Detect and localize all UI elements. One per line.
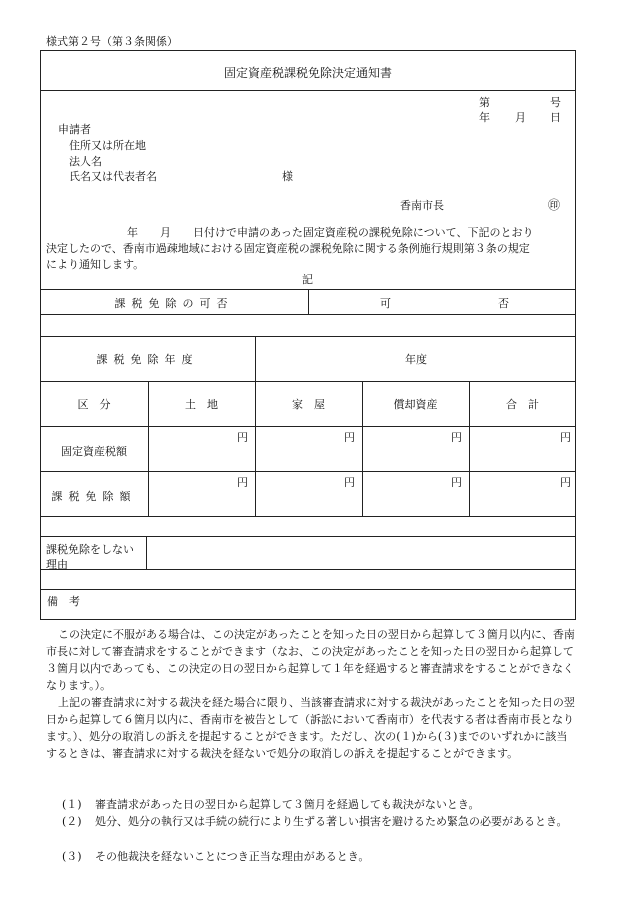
applicant-corp: 法人名 xyxy=(69,155,102,168)
date-month: 月 xyxy=(515,111,526,124)
notice-paragraph-1: この決定に不服がある場合は、この決定があったことを知った日の翌日から起算して３箇月以内に、香南市長に対して審査請求をすることができます（なお、この決定があったことを知った日の翌日から起算して３箇月以内であっても、この決定の日の翌日から起算して１年を経過すると審査請求をすることができなくなります。）。 xyxy=(46,628,575,692)
date-year: 年 xyxy=(479,111,490,124)
approval-hi: 否 xyxy=(498,297,509,310)
body-line-3: により通知します。 xyxy=(46,258,145,271)
header-kubun: 区 分 xyxy=(77,398,111,411)
divider xyxy=(40,516,576,517)
divider xyxy=(40,589,576,590)
notice-paragraph-2: 上記の審査請求に対する裁決を経た場合に限り、当該審査請求に対する裁決があったことを知った日の翌日から起算して６箇月以内に、香南市を被告として（訴訟において香南市）を代表する者は香南市長となります。）、処分の取消しの訴えを提起することができます。ただし、次の(１)から(３)までのいずれかに該当するときは、審査請求に対する裁決を経ないで処分の取消しの訴えを提起することができます。 xyxy=(46,696,575,760)
header-depreciable: 償却資産 xyxy=(393,398,438,411)
unit-yen: 円 xyxy=(344,431,355,444)
row-exemption-label: 課税免除額 xyxy=(51,490,137,503)
unit-yen: 円 xyxy=(451,431,462,444)
applicant-sama: 様 xyxy=(282,170,293,183)
divider xyxy=(255,336,256,381)
header-house: 家 屋 xyxy=(292,398,325,411)
reason-label-1: 課税免除をしない xyxy=(46,543,134,556)
year-label: 課税免除年度 xyxy=(96,353,199,366)
header-total: 合 計 xyxy=(506,398,539,411)
unit-yen: 円 xyxy=(237,476,248,489)
reason-label-2: 理由 xyxy=(46,558,68,571)
divider xyxy=(40,336,576,337)
year-value: 年度 xyxy=(405,353,427,366)
form-frame xyxy=(40,50,576,620)
item-1-text: 審査請求があった日の翌日から起算して３箇月を経過しても裁決がないとき。 xyxy=(95,798,480,811)
unit-yen: 円 xyxy=(560,431,571,444)
doc-no-go: 号 xyxy=(550,96,561,109)
doc-no-dai: 第 xyxy=(479,96,490,109)
item-2-number: (２) xyxy=(62,815,82,828)
issuer-name: 香南市長 xyxy=(400,199,444,212)
row-tax-amount-label: 固定資産税額 xyxy=(61,445,127,458)
unit-yen: 円 xyxy=(344,476,355,489)
remarks-label: 備 考 xyxy=(47,595,80,608)
item-1-number: (１) xyxy=(62,798,82,811)
item-3-text: その他裁決を経ないことにつき正当な理由があるとき。 xyxy=(95,850,370,863)
divider xyxy=(40,90,576,91)
divider xyxy=(40,426,576,427)
applicant-name: 氏名又は代表者名 xyxy=(69,170,157,183)
date-day: 日 xyxy=(550,111,561,124)
form-number: 様式第２号（第３条関係） xyxy=(46,35,178,48)
item-2-text: 処分、処分の執行又は手続の続行により生ずる著しい損害を避けるため緊急の必要があるとき。 xyxy=(95,815,568,828)
applicant-heading: 申請者 xyxy=(58,123,91,136)
applicant-address: 住所又は所在地 xyxy=(69,139,146,152)
body-line-2: 決定したので、香南市過疎地域における固定資産税の課税免除に関する条例施行規則第３条の規定 xyxy=(46,242,530,255)
unit-yen: 円 xyxy=(451,476,462,489)
approval-ka: 可 xyxy=(380,297,391,310)
divider xyxy=(146,536,147,569)
divider xyxy=(40,471,576,472)
divider xyxy=(40,536,576,537)
seal-mark: ㊞ xyxy=(548,198,561,212)
divider xyxy=(40,381,576,382)
divider xyxy=(40,314,576,315)
unit-yen: 円 xyxy=(237,431,248,444)
unit-yen: 円 xyxy=(560,476,571,489)
item-3-number: (３) xyxy=(62,850,82,863)
ki-label: 記 xyxy=(302,273,313,286)
body-line-1: 年 月 日付けで申請のあった固定資産税の課税免除について、下記のとおり xyxy=(127,226,534,239)
divider xyxy=(308,289,309,314)
header-land: 土 地 xyxy=(185,398,218,411)
divider xyxy=(40,569,576,570)
approval-label: 課税免除の可否 xyxy=(114,297,234,310)
document-title: 固定資産税課税免除決定通知書 xyxy=(223,66,392,80)
